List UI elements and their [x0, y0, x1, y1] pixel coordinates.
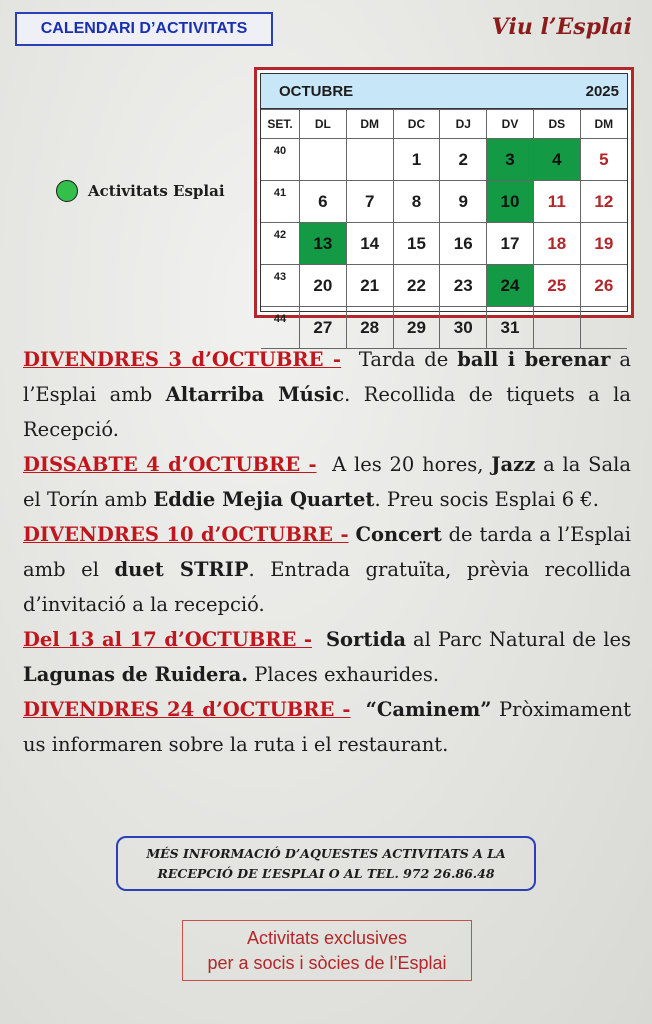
calendar-column-header: DL	[300, 110, 347, 139]
event-text: . Preu socis Esplai 6 €.	[374, 488, 599, 511]
calendar-day: 27	[300, 307, 347, 349]
event-highlight: Jazz	[491, 453, 536, 476]
calendar-day: 9	[440, 181, 487, 223]
calendar-day: 15	[393, 223, 440, 265]
event-text: Places exhaurides.	[248, 663, 440, 686]
calendar-month: OCTUBRE	[279, 82, 354, 100]
green-dot-icon	[56, 180, 78, 202]
event-text	[351, 698, 366, 721]
week-number: 43	[261, 265, 300, 307]
calendar-day: 13	[300, 223, 347, 265]
calendar-column-header: SET.	[261, 110, 300, 139]
event-text: al Parc Natural de les	[406, 628, 638, 651]
calendar-day: 2	[440, 139, 487, 181]
week-number: 41	[261, 181, 300, 223]
calendar-column-header: DC	[393, 110, 440, 139]
calendar-column-header: DS	[533, 110, 580, 139]
calendar-week-row	[261, 181, 627, 223]
event-highlight: “Caminem”	[365, 698, 492, 721]
calendar-day: 10	[487, 181, 534, 223]
event-date: DIVENDRES 24 d’OCTUBRE -	[23, 698, 351, 721]
event-text: Tarda de	[341, 348, 458, 371]
calendar-day	[346, 139, 393, 181]
event-date: DIVENDRES 3 d’OCTUBRE -	[23, 348, 342, 371]
calendar-day: 11	[533, 181, 580, 223]
calendar	[254, 67, 634, 337]
event-text: . Recollida de tiquets a la Recepció.	[23, 383, 638, 441]
calendar-day: 5	[580, 139, 627, 181]
event-text: Pròximament us informaren sobre la ruta i el restaurant.	[23, 698, 638, 756]
calendar-day: 21	[346, 265, 393, 307]
event-item	[23, 622, 638, 692]
week-number: 40	[261, 139, 300, 181]
event-item	[23, 342, 638, 447]
calendar-day: 20	[300, 265, 347, 307]
calendar-day: 3	[487, 139, 534, 181]
calendar-day: 18	[533, 223, 580, 265]
calendar-week-row	[261, 139, 627, 181]
calendar-day: 7	[346, 181, 393, 223]
event-date: DISSABTE 4 d’OCTUBRE -	[23, 453, 317, 476]
event-date: Del 13 al 17 d’OCTUBRE -	[23, 628, 312, 651]
event-text	[312, 628, 326, 651]
event-highlight: Concert	[355, 523, 442, 546]
calendar-day: 14	[346, 223, 393, 265]
calendar-day: 28	[346, 307, 393, 349]
calendar-day: 30	[440, 307, 487, 349]
calendar-column-header: DM	[346, 110, 393, 139]
calendar-column-header: DM	[580, 110, 627, 139]
event-item	[23, 447, 638, 517]
calendar-day: 31	[487, 307, 534, 349]
calendar-day: 24	[487, 265, 534, 307]
page-title: CALENDARI D’ACTIVITATS	[40, 20, 248, 37]
event-highlight: Altarriba Músic	[165, 383, 345, 406]
calendar-day: 29	[393, 307, 440, 349]
event-highlight: Lagunas de Ruidera.	[23, 663, 249, 686]
calendar-day: 26	[580, 265, 627, 307]
calendar-day: 22	[393, 265, 440, 307]
event-highlight: ball i berenar	[457, 348, 611, 371]
calendar-day: 19	[580, 223, 627, 265]
calendar-legend	[56, 180, 225, 202]
calendar-week-row	[261, 265, 627, 307]
calendar-column-header: DJ	[440, 110, 487, 139]
info-line-2: RECEPCIÓ DE L’ESPLAI O AL TEL. 972 26.86.48	[157, 865, 495, 881]
event-text: a la Sala el Torín amb	[23, 453, 638, 511]
calendar-day: 16	[440, 223, 487, 265]
exclusive-line-2: per a socis i sòcies de l’Esplai	[207, 952, 447, 973]
event-text: a l’Esplai amb	[23, 348, 638, 406]
event-highlight: Sortida	[325, 628, 407, 651]
calendar-header	[261, 74, 627, 109]
week-number: 44	[261, 307, 300, 349]
events-list	[23, 342, 638, 762]
exclusive-notice	[182, 920, 472, 981]
calendar-day: 25	[533, 265, 580, 307]
week-number: 42	[261, 223, 300, 265]
legend-label: Activitats Esplai	[88, 182, 225, 200]
event-item	[23, 692, 638, 762]
calendar-day	[300, 139, 347, 181]
calendar-week-row	[261, 223, 627, 265]
info-box	[116, 836, 536, 891]
calendar-day: 4	[533, 139, 580, 181]
event-text: A les 20 hores,	[316, 453, 492, 476]
brand-logo-text: Viu l’Esplai	[491, 14, 632, 40]
page-title-box	[15, 12, 273, 46]
exclusive-line-1: Activitats exclusives	[246, 927, 408, 948]
event-item	[23, 517, 638, 622]
calendar-year: 2025	[585, 82, 619, 100]
event-date: DIVENDRES 10 d’OCTUBRE -	[23, 523, 349, 546]
calendar-column-header: DV	[487, 110, 534, 139]
info-line-1: MÉS INFORMACIÓ D’AQUESTES ACTIVITATS A LA	[146, 845, 506, 861]
event-text: . Entrada gratuïta, prèvia recollida d’invitació a la recepció.	[23, 558, 638, 616]
calendar-day: 17	[487, 223, 534, 265]
event-highlight: Eddie Mejia Quartet	[153, 488, 375, 511]
calendar-day: 12	[580, 181, 627, 223]
event-highlight: duet STRIP	[114, 558, 249, 581]
calendar-grid	[261, 109, 627, 349]
calendar-day: 6	[300, 181, 347, 223]
event-text: de tarda a l’Esplai amb el	[23, 523, 638, 581]
calendar-day: 23	[440, 265, 487, 307]
calendar-day: 1	[393, 139, 440, 181]
calendar-day: 8	[393, 181, 440, 223]
